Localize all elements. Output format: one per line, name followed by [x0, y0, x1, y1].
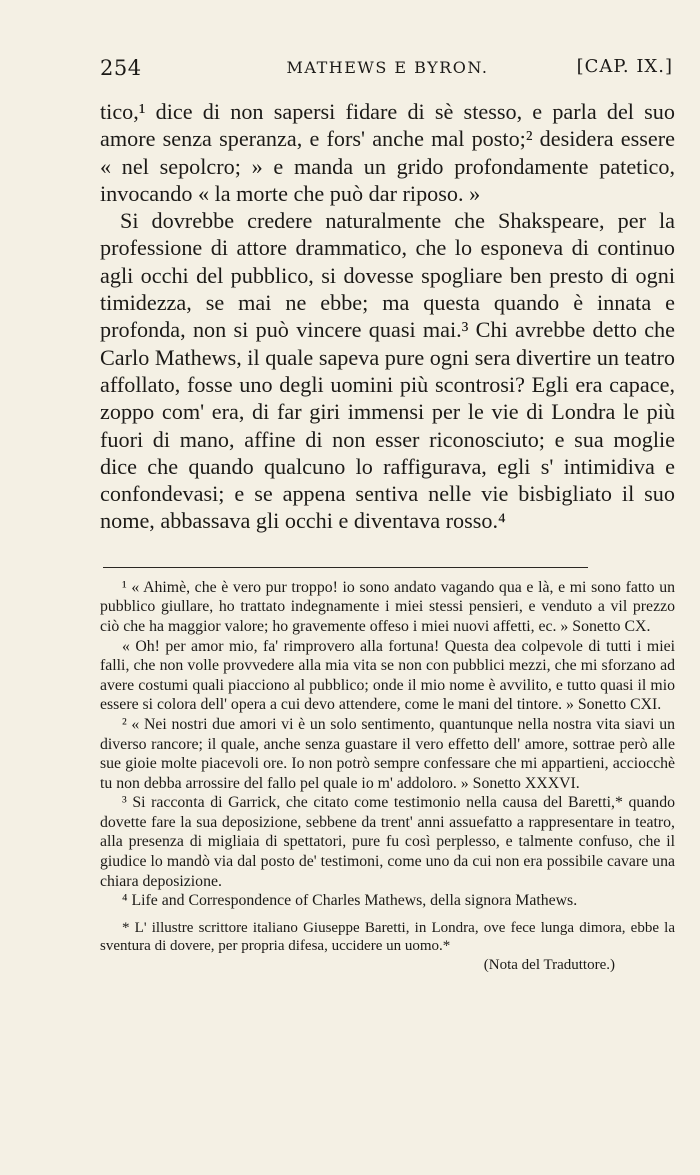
paragraph-2: Si dovrebbe credere naturalmente che Shakspeare, per la professione di attore drammatico, che lo esponeva di continuo agli occhi del pubblico, si dovesse spogliare ben presto di ogni timidezza, se mai ne ebbe; ma questa quando è innata e profonda, non si può vincere quasi mai.³ Chi avrebbe detto che Carlo Mathews, il quale sapeva pure ogni sera divertire un teatro affollato, fosse uno degli uomini più scontrosi? Egli era capace, zoppo com' era, di far giri immensi per le vie di Londra le più fuori di mano, affine di non esser riconosciuto; e sua moglie dice che quando qualcuno lo raffigurava, egli s' intimidiva e confondevasi; e se appena sentiva nelle vie bisbigliato il suo nome, abbassava gli occhi e diventava rosso.⁴ [100, 208, 675, 534]
footnote-3: ³ Si racconta di Garrick, che citato come testimonio nella causa del Baretti,* quando dovette fare la sua deposizione, sebbene da trent' anni assuefatto a rappresentare in teatro, alla presenza di migliaia di spettatori, pure fu così perplesso, e talmente confuso, che il giudice lo mandò via dal posto de' testimoni, come uno da cui non era possibile cavare una chiara deposizione. [100, 794, 675, 890]
page-number: 254 [100, 56, 142, 80]
translator-note [100, 919, 675, 974]
footnote-2: ² « Nei nostri due amori vi è un solo sentimento, quantunque nella nostra vita siavi un diverso rancore; il quale, anche senza guastare il vero effetto dell' amore, sottrae però alle sue gioie molte piacevoli ore. Io non potrò sempre confessare che mi appartieni, acciocchè tu non debba arrossire del fallo pel quale io m' addoloro. » Sonetto XXXVI. [100, 715, 675, 792]
footnote-1b: « Oh! per amor mio, fa' rimprovero alla fortuna! Questa dea colpevole di tutti i miei falli, che non volle provvedere alla mia vita se non con pubblici mezzi, che mi sforzano ad avere costumi quali piacciono al pubblico; onde il mio nome è avvilito, e tutto quasi il mio essere si colora dell' opera a cui devo attendere, come le mani del tintore. » Sonetto CXI. [100, 637, 675, 714]
running-title: MATHEWS E BYRON. [286, 58, 489, 77]
footnote-4: ⁴ Life and Correspondence of Charles Mathews, della signora Mathews. [122, 892, 578, 910]
page-content [100, 56, 675, 974]
main-text [100, 98, 675, 535]
running-header [100, 56, 675, 86]
chapter-label: [CAP. IX.] [576, 56, 673, 77]
footnotes [100, 578, 675, 974]
footnote-divider [103, 567, 588, 568]
translator-note-text: * L' illustre scrittore italiano Giuseppe Baretti, in Londra, ove fece lunga dimora, ebbe la sventura di dovere, per propria difesa, uccidere un uomo.* [100, 919, 675, 955]
footnote-1a: ¹ « Ahimè, che è vero pur troppo! io sono andato vagando qua e là, e mi sono fatto un pubblico giullare, ho trattato indegnamente i miei stessi pensieri, e venduto a vil prezzo ciò che ha maggior valore; ho gravemente offeso i miei nuovi affetti, ec. » Sonetto CX. [100, 578, 675, 635]
translator-credit: (Nota del Traduttore.) [483, 956, 615, 973]
paragraph-1: tico,¹ dice di non sapersi fidare di sè stesso, e parla del suo amore senza speranza, e fors' anche mal posto;² desidera essere « nel sepolcro; » e manda un grido profondamente patetico, invocando « la morte che può dar riposo. » [100, 99, 675, 206]
